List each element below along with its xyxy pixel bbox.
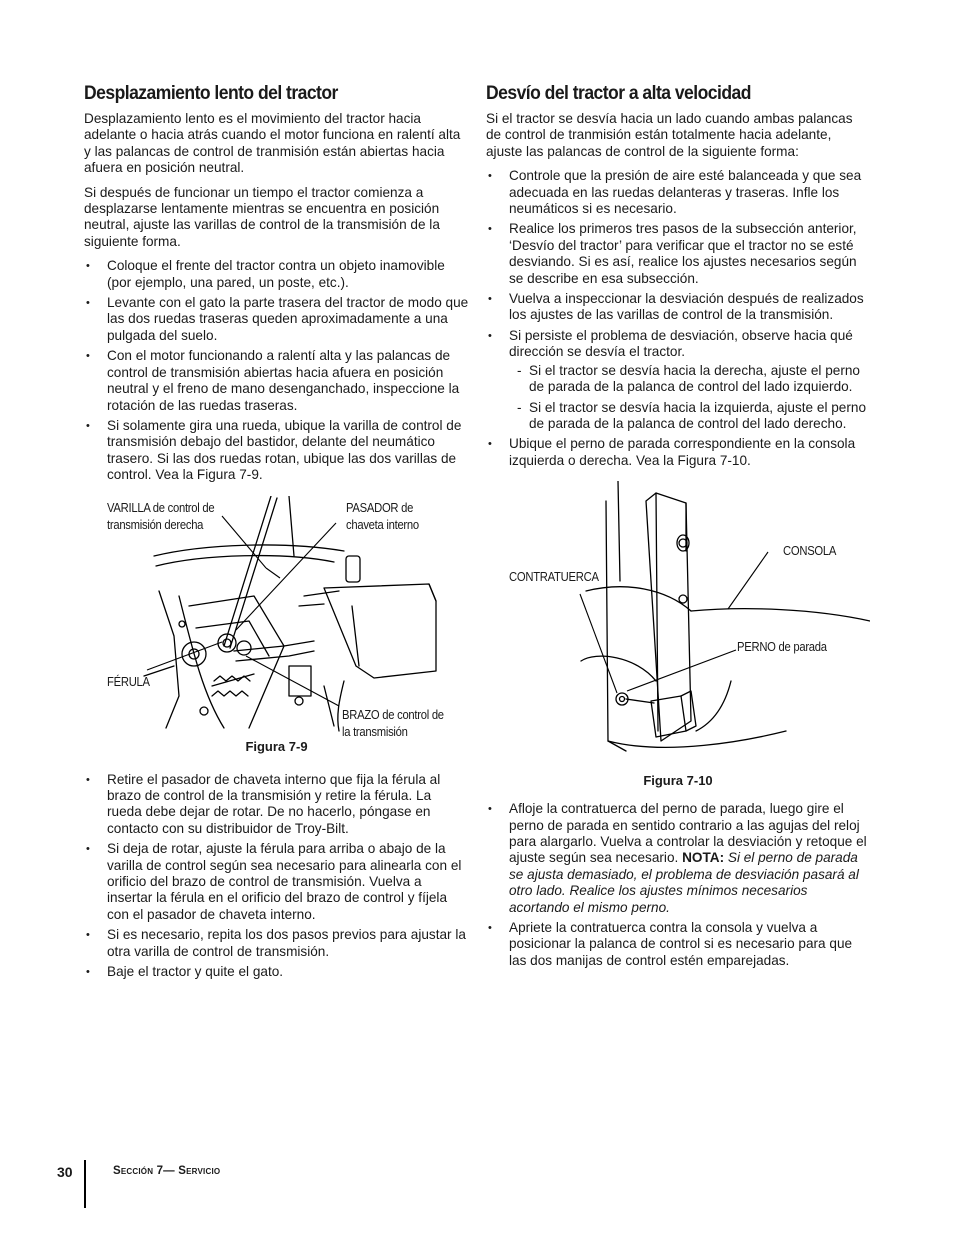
page-number: 30	[57, 1164, 73, 1180]
label-control-rod: VARILLA de control de transmisión derecha	[107, 500, 215, 532]
note-text: Si el perno de parada se ajusta demasiado, el problema de desviación pasará al otro lado. Realice los ajustes mínimos necesarios acortando el mismo perno.	[509, 850, 859, 915]
left-column	[84, 80, 469, 984]
note-label: NOTA:	[682, 850, 725, 866]
right-column	[486, 80, 870, 973]
label-cotter-pin: PASADOR de chaveta interno	[346, 500, 419, 532]
list-item: • Levante con el gato la parte trasera del tractor de modo que las dos ruedas traseras queden aproximadamente a una pulgada del suelo.	[84, 295, 469, 344]
list-item: • Si deja de rotar, ajuste la férula para arriba o abajo de la varilla de control según sea necesario para alinearla con el orificio del brazo de control de transmisión. Vuelva a insertar la férula en el orificio del brazo de control y fíjela con el pasador de chaveta interno.	[84, 841, 469, 923]
figure-7-9	[84, 496, 469, 760]
section-title: Sección 7— Servicio	[113, 1165, 221, 1177]
list-item: • Controle que la presión de aire esté balanceada y que sea adecuada en las ruedas delanteras y traseras. Infle los neumáticos si es necesario.	[486, 168, 870, 217]
list-item: • Retire el pasador de chaveta interno que fija la férula al brazo de control de la transmisión y retire la férula. La rueda debe dejar de rotar. De no hacerlo, póngase en contacto con su distribuidor de Troy-Bilt.	[84, 772, 469, 838]
list-item: • Ubique el perno de parada correspondiente en la consola izquierda o derecha. Vea la Figura 7-10.	[486, 436, 870, 469]
figure-caption: Figura 7-10	[643, 773, 713, 789]
bullet-list	[486, 801, 870, 969]
list-item	[486, 328, 870, 432]
paragraph: Desplazamiento lento es el movimiento del tractor hacia adelante o hacia atrás cuando el motor funciona en ralentí alta y las palancas de control de tranmisión están abiertas hacia afuera en posición neutral.	[84, 111, 461, 176]
list-item: • Si es necesario, repita los dos pasos previos para ajustar la otra varilla de control de transmisión.	[84, 927, 469, 960]
list-item: • Baje el tractor y quite el gato.	[84, 964, 469, 980]
stop-bolt-console-illustration	[486, 481, 870, 761]
label-transmission-arm: BRAZO de control de la transmisión	[342, 707, 444, 739]
label-ferrule: FÉRULA	[107, 674, 150, 689]
list-item: • Si solamente gira una rueda, ubique la varilla de control de transmisión debajo del bastidor, delante del neumático trasero. Si las dos ruedas rotan, ubique las dos varillas de control. Vea la Figura 7-9.	[84, 418, 469, 484]
label-console: CONSOLA	[783, 544, 837, 559]
list-item-text: Afloje la contratuerca del perno de parada, luego gire el perno de parada en sentido contrario a las agujas del reloj para alargarlo. Vuelva a controlar la desviación y retoque el ajuste según sea necesario.	[509, 801, 867, 866]
list-item: • Apriete la contratuerca contra la consola y vuelva a posicionar la palanca de control si es necesario para que las dos manijas de control estén emparejadas.	[486, 920, 870, 969]
footer-divider	[84, 1160, 86, 1208]
bullet-list	[84, 772, 469, 981]
list-item: • Vuelva a inspeccionar la desviación después de realizados los ajustes de las varillas de control de la transmisión.	[486, 291, 870, 324]
list-item: • Coloque el frente del tractor contra un objeto inamovible (por ejemplo, una pared, un poste, etc.).	[84, 258, 469, 291]
list-item: • Realice los primeros tres pasos de la subsección anterior, ‘Desvío del tractor’ para verificar que el tractor no se esté desviando. Si es así, realice los ajustes necesarios según se describe en esa subsección.	[486, 221, 870, 287]
figure-caption: Figura 7-9	[245, 738, 308, 754]
paragraph: Si después de funcionar un tiempo el tractor comienza a desplazarse lentamente mientras se encuentra en posición neutral, ajuste las varillas de control de la transmisión de la siguiente forma.	[84, 184, 440, 249]
dash-item: - Si el tractor se desvía hacia la derecha, ajuste el perno de parada de la palanca de control del lado izquierdo.	[509, 363, 870, 396]
list-item: • Con el motor funcionando a ralentí alta y las palancas de control de transmisión abiertas hacia afuera en posición neutral y el freno de mano desenganchado, inspeccione la rotación de las ruedas traseras.	[84, 348, 469, 414]
figure-7-10	[486, 481, 870, 791]
section-heading-slow-creep: Desplazamiento lento del tractor	[84, 82, 338, 104]
label-stop-bolt: PERNO de parada	[737, 640, 827, 655]
dash-item: - Si el tractor se desvía hacia la izquierda, ajuste el perno de parada de la palanca de control del lado derecho.	[509, 400, 870, 433]
bullet-list	[84, 258, 469, 483]
dash-list	[509, 363, 870, 433]
list-item-text: Si persiste el problema de desviación, observe hacia qué dirección se desvía el tractor.	[509, 327, 853, 360]
page-footer	[0, 1160, 954, 1210]
paragraph: Si el tractor se desvía hacia un lado cuando ambas palancas de control de tranmisión están totalmente hacia adelante, ajuste las palancas de control de la siguiente forma:	[486, 111, 853, 159]
bullet-list	[486, 168, 870, 469]
section-heading-high-speed-drift: Desvío del tractor a alta velocidad	[486, 82, 751, 104]
label-locknut: CONTRATUERCA	[509, 570, 599, 585]
list-item	[486, 801, 870, 916]
